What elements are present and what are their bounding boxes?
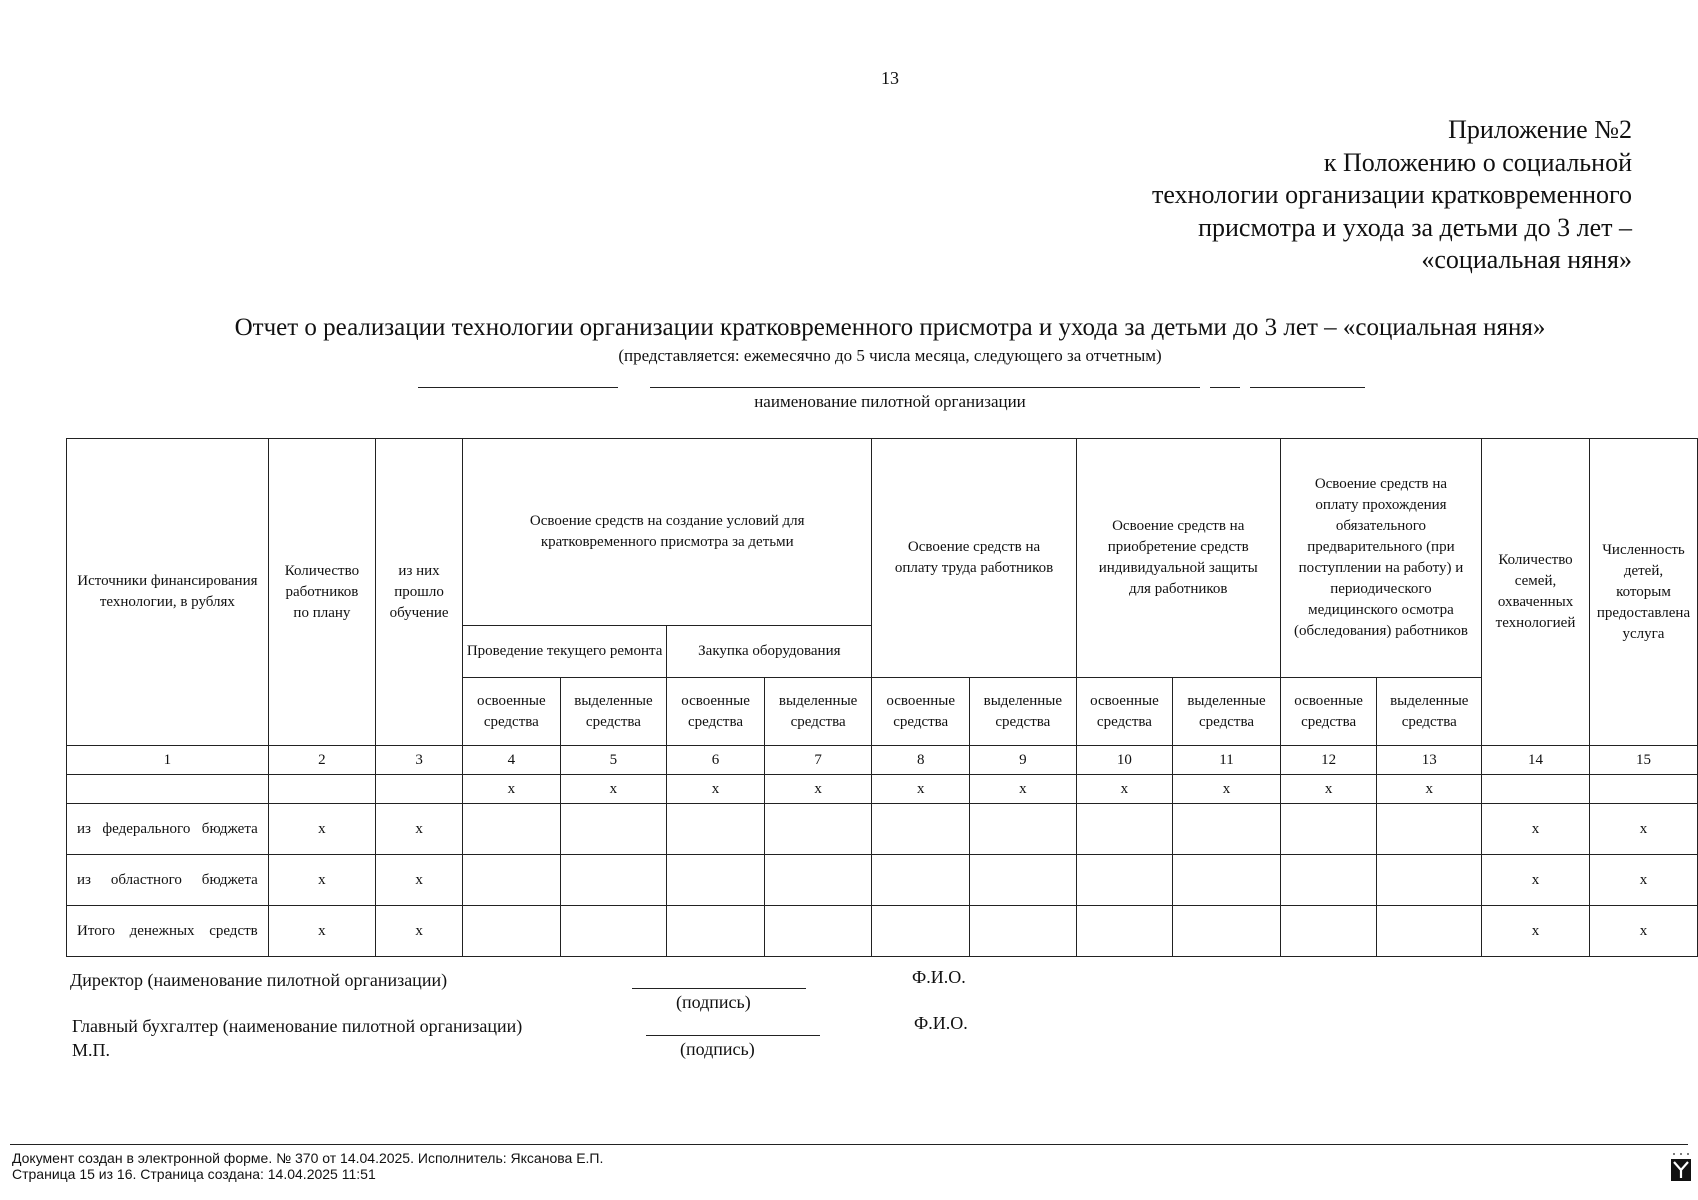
org-name-line [1210,387,1240,388]
cross-mark: х [1280,775,1377,804]
header-allocated: выделенные средства [970,678,1077,746]
page-number: 13 [881,68,899,88]
table-cell[interactable] [1377,804,1482,855]
column-number: 3 [376,746,463,775]
header-equipment: Закупка оборудования [667,626,872,678]
director-signature-line [632,988,806,989]
cross-mark: х [1482,855,1590,906]
table-cell[interactable] [1589,775,1697,804]
table-cell[interactable] [463,906,561,957]
header-families: Количество семей, охваченных технологией [1482,439,1590,746]
header-conditions: Освоение средств на создание условий для кратковременного присмотра за детьми [463,439,872,626]
table-cell[interactable] [1076,906,1173,957]
column-number: 6 [667,746,765,775]
table-row [67,804,1698,855]
table-cell[interactable] [560,804,667,855]
cross-mark: х [463,775,561,804]
cross-mark: х [1377,775,1482,804]
column-number: 7 [764,746,872,775]
cross-mark: х [872,775,970,804]
table-cell[interactable] [1076,855,1173,906]
table-cell[interactable] [872,906,970,957]
column-number: 8 [872,746,970,775]
report-table [66,438,1698,957]
table-cell[interactable] [1377,906,1482,957]
column-number: 4 [463,746,561,775]
table-cell[interactable] [970,855,1077,906]
stamp-label: М.П. [72,1040,111,1060]
director-fio: Ф.И.О. [912,967,966,987]
header-spent: освоенные средства [1280,678,1377,746]
cross-mark: х [1076,775,1173,804]
org-name-line [418,387,618,388]
column-number: 5 [560,746,667,775]
table-cell[interactable] [872,855,970,906]
table-cell[interactable] [970,804,1077,855]
column-number: 10 [1076,746,1173,775]
appendix-heading [1152,114,1632,277]
cross-mark: х [1482,804,1590,855]
accountant-fio: Ф.И.О. [914,1013,968,1033]
appendix-line: к Положению о социальной [1323,147,1632,177]
table-cell[interactable] [1076,804,1173,855]
cross-mark: х [970,775,1077,804]
table-cell[interactable] [1377,855,1482,906]
appendix-line: технологии организации кратковременного [1151,180,1632,209]
table-cell[interactable] [1482,775,1590,804]
column-number: 15 [1589,746,1697,775]
column-number: 12 [1280,746,1377,775]
table-cell[interactable] [376,775,463,804]
header-medical: Освоение средств на оплату прохождения обязательного предварительного (при поступлении на работу) и периодического медицинского осмотра (обследования) работников [1280,439,1481,678]
table-cell[interactable] [1173,906,1281,957]
header-allocated: выделенные средства [1173,678,1281,746]
org-name-line [650,387,1200,388]
header-allocated: выделенные средства [764,678,872,746]
header-allocated: выделенные средства [1377,678,1482,746]
cross-mark: х [764,775,872,804]
cross-mark: х [376,804,463,855]
appendix-line: Приложение №2 [1448,115,1632,144]
table-cell[interactable] [667,804,765,855]
table-cell[interactable] [764,804,872,855]
column-number: 14 [1482,746,1590,775]
header-allocated: выделенные средства [560,678,667,746]
column-number: 9 [970,746,1077,775]
footer-line-1: Документ создан в электронной форме. № 370 от 14.04.2025. Исполнитель: Яксанова Е.П. [12,1150,604,1166]
table-cell[interactable] [764,855,872,906]
header-spent: освоенные средства [872,678,970,746]
appendix-line: присмотра и ухода за детьми до 3 лет – [1198,212,1632,242]
row-label-total: Итого денежных средств [67,906,269,957]
cross-mark: х [1589,804,1697,855]
director-signature-caption: (подпись) [676,992,751,1012]
header-protection: Освоение средств на приобретение средств индивидуальной защиты для работников [1076,439,1280,678]
table-cell[interactable] [764,906,872,957]
table-cell[interactable] [1280,906,1377,957]
table-row [67,906,1698,957]
cross-mark: х [1589,906,1697,957]
table-row [67,855,1698,906]
footer-divider [10,1144,1688,1145]
table-cell[interactable] [560,906,667,957]
table-cell[interactable] [463,804,561,855]
cross-mark: х [1589,855,1697,906]
cross-mark: х [376,906,463,957]
table-cell[interactable] [872,804,970,855]
table-cell[interactable] [667,855,765,906]
table-cell[interactable] [463,855,561,906]
cross-mark: х [1482,906,1590,957]
accountant-signature-caption: (подпись) [680,1039,755,1059]
header-sources: Источники финансирования технологии, в рублях [67,439,269,746]
header-spent: освоенные средства [463,678,561,746]
director-label: Директор (наименование пилотной организации) [70,970,448,990]
cross-mark: х [268,855,375,906]
cross-mark: х [667,775,765,804]
table-cell[interactable] [1173,855,1281,906]
cross-mark: х [268,906,375,957]
cross-mark: х [268,804,375,855]
org-name-line [1250,387,1365,388]
table-cell[interactable] [1280,855,1377,906]
table-cell[interactable] [970,906,1077,957]
cross-mark: х [376,855,463,906]
row-label-regional: из областного бюджета [67,855,269,906]
accountant-signature-line [646,1035,820,1036]
column-number: 11 [1173,746,1281,775]
table-cell[interactable] [667,906,765,957]
column-number: 2 [268,746,375,775]
header-spent: освоенные средства [667,678,765,746]
row-label-federal: из федерального бюджета [67,804,269,855]
header-trained: из них прошло обучение [376,439,463,746]
column-number: 1 [67,746,269,775]
report-title: Отчет о реализации технологии организации кратковременного присмотра и ухода за детьми до 3 лет – «социальная няня» [234,314,1546,341]
header-repair: Проведение текущего ремонта [463,626,667,678]
report-subtitle: (представляется: ежемесячно до 5 числа месяца, следующего за отчетным) [618,346,1162,365]
table-cell[interactable] [560,855,667,906]
org-name-caption: наименование пилотной организации [754,392,1026,411]
table-cell[interactable] [67,775,269,804]
table-cell[interactable] [268,775,375,804]
header-children: Численность детей, которым предоставлена услуга [1589,439,1697,746]
emblem-icon [1670,1152,1692,1182]
header-workers-plan: Количество работников по плану [268,439,375,746]
table-cell[interactable] [1173,804,1281,855]
appendix-line: «социальная няня» [1421,245,1632,274]
accountant-label: Главный бухгалтер (наименование пилотной организации) [72,1016,523,1036]
header-wages: Освоение средств на оплату труда работников [872,439,1076,678]
footer-line-2: Страница 15 из 16. Страница создана: 14.04.2025 11:51 [12,1166,376,1182]
header-spent: освоенные средства [1076,678,1173,746]
cross-mark: х [560,775,667,804]
table-cell[interactable] [1280,804,1377,855]
cross-mark: х [1173,775,1281,804]
column-number: 13 [1377,746,1482,775]
table-row [67,775,1698,804]
